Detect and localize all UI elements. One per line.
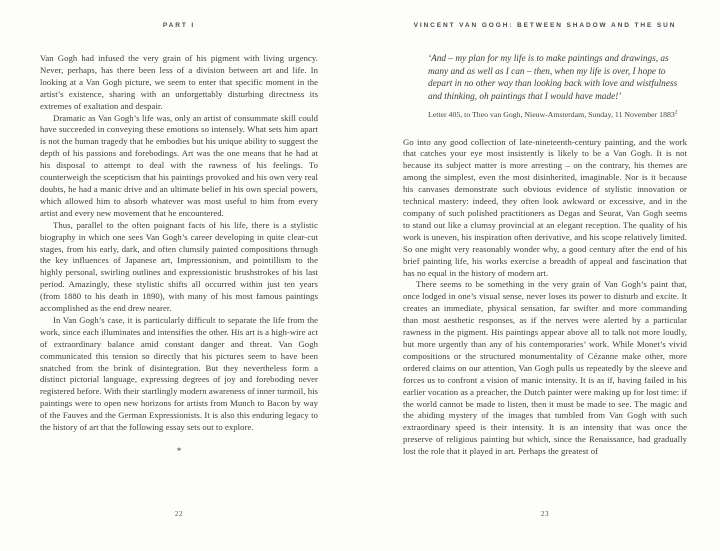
epigraph-attribution (428, 110, 680, 120)
left-page-body (40, 53, 318, 456)
body-paragraph: Dramatic as Van Gogh’s life was, only an artist of consummate skill could have succeeded in conveying these emotions so intensely. What sets him apart is not the human tragedy that he embodies but his unique ability to suggest the depth of his passions and forebodings. Art was the one means that he had at his disposal to attempt to deal with the rawness of his feelings. To counterweigh the scepticism that his paintings provoked and his own very real doubts, he had a manic drive and an ultimate belief in his own special powers, which allowed him to absorb whatever was most useful to him from every artist and every new movement that he encountered. (40, 112, 318, 218)
right-running-head: VINCENT VAN GOGH: BETWEEN SHADOW AND THE SUN (413, 22, 677, 29)
body-paragraph: There seems to be something in the very grain of Van Gogh’s paint that, once lodged in one’s visual sense, never loses its power to disturb and excite. It creates an immediate, physical sensation, far swifter and more commanding than most aesthetic responses, as if the nerves were alerted by a particular rawness in the pigment. His paintings appear above all to talk not more loudly, but more urgently than any of his contemporaries’ work. While Monet’s vivid compositions or the structured monumentality of Cézanne make other, more ordered claims on our attention, Van Gogh pulls us repeatedly by the sleeve and forces us to confront a vision of manic intensity. It is as if, having failed in his earlier vocation as a preacher, the Dutch painter were making up for lost time: if the world cannot be made to listen, then it must be made to see. The magic and the abiding mystery of the images that tumbled from Van Gogh with such extraordinary speed is their intensity. It is an intensity that was once the preserve of religious painting but which, since the Renaissance, had gradually lost the role that it played in art. Perhaps the greatest of (403, 279, 687, 457)
right-page (403, 22, 687, 537)
right-page-number: 23 (540, 510, 550, 518)
right-page-body (403, 137, 687, 458)
epigraph-attribution-text: Letter 405, to Theo van Gogh, Nieuw-Amsterdam, Sunday, 11 November 1883 (428, 110, 675, 120)
left-page-number: 22 (174, 510, 184, 518)
body-paragraph: Van Gogh had infused the very grain of his pigment with living urgency. Never, perhaps, has there been less of a division between art and life. In looking at a Van Gogh picture, we seem to enter that specific moment in the artist’s existence, sharing with an unforgettably disturbing directness its extremes of exaltation and despair. (40, 53, 318, 111)
left-running-head: PART I (162, 22, 196, 29)
epigraph (428, 53, 680, 121)
left-page (40, 22, 318, 537)
epigraph-quote-text: ‘And – my plan for my life is to make paintings and drawings, as many and as well as I can – then, when my life is over, I hope to depart in no other way than looking back with love and wistfulness and thinking, oh paintings that I would have made!’ (428, 54, 678, 102)
body-paragraph: Thus, parallel to the often poignant facts of his life, there is a stylistic biography in which one sees Van Gogh’s career developing in quite clear-cut stages, from his early, dark, and often clumsily painted compositions through the key influences of Japanese art, Impressionism, and pointillism to the highly personal, swirling outlines and expressionistic brushstrokes of his last period. Amazingly, these stylistic shifts all occurred within just ten years (from 1880 to his death in 1890), with many of his most famous paintings accomplished as the end drew nearer. (40, 219, 318, 314)
body-paragraph: In Van Gogh’s case, it is particularly difficult to separate the life from the work, since each illuminates and intensifies the other. His art is a high-wire act of extraordinary balance amid constant danger and threat. Van Gogh communicated this tension so directly that his pictures seem to have been snatched from the brink of disintegration. But they nevertheless form a distinct pictorial language, expressing degrees of joy and foreboding never registered before. With their startlingly modern awareness of inner turmoil, his paintings were to open new horizons for artists from Munch to Bacon by way of the Fauves and the German Expressionists. It is also this enduring legacy to the history of art that the following essay sets out to explore. (40, 314, 318, 433)
body-paragraph: Go into any good collection of late-nineteenth-century painting, and the work that catches your eye most insistently is likely to be a Van Gogh. It is not because its subject matter is more arresting – on the contrary, his themes are among the simplest, even the most disinherited, imaginable. Nor is it because his canvases demonstrate such obvious evidence of stylistic innovation or technical mastery: indeed, they often look awkward or excessive, and in the company of such polished practitioners as Degas and Seurat, Van Gogh seems to stand out like a clumsy provincial at an elegant reception. The quality of his work is uneven, his inspiration often derivative, and his scope relatively limited. So one might very reasonably wonder why, a good century after the end of his brief painting life, his works exercise a breadth of appeal and fascination that has no equal in the history of modern art. (403, 136, 687, 278)
section-separator: * (176, 446, 182, 456)
footnote-marker: 2 (674, 109, 678, 116)
